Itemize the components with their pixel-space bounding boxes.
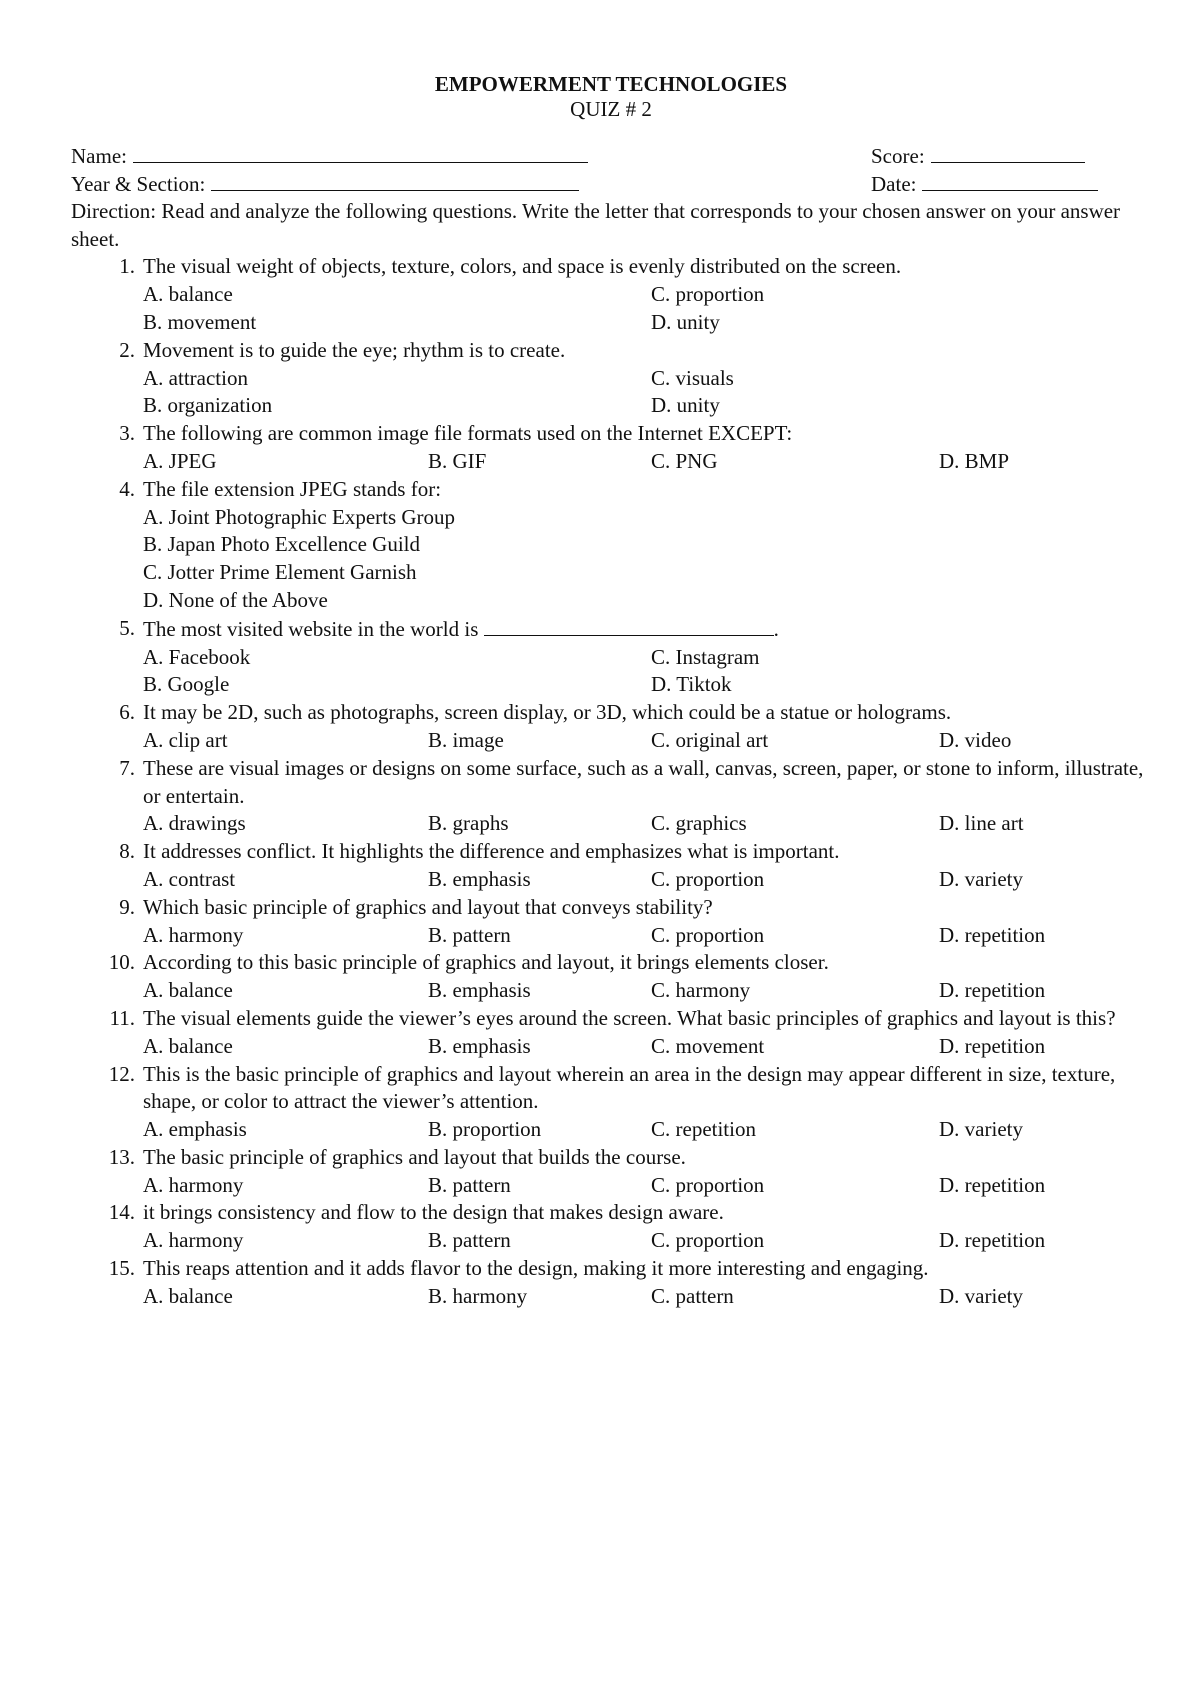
choices-12 (71, 1116, 1151, 1144)
question-14: 14. it brings consistency and flow to the design that makes design aware. (108, 1200, 724, 1225)
choice-3d: D. BMP (939, 448, 1010, 473)
choice-13a: A. harmony (143, 1172, 244, 1197)
question-7: 7. These are visual images or designs on some surface, such as a wall, canvas, screen, paper, or stone to inform, illustrate, or entertain. (119, 755, 1144, 808)
name-field[interactable] (133, 142, 588, 163)
choice-9a: A. harmony (143, 922, 244, 947)
choice-14b: B. pattern (428, 1228, 511, 1253)
question-5: 5. The most visited website in the world is . (119, 615, 779, 641)
choice-5a: A. Facebook (143, 644, 251, 669)
choice-10a: A. balance (143, 978, 233, 1003)
question-10: 10. According to this basic principle of graphics and layout, it brings elements closer. (108, 950, 829, 975)
choices-7 (71, 810, 1151, 838)
choices-3 (71, 448, 1151, 476)
choice-1a: A. balance (143, 282, 233, 307)
question-15: 15. This reaps attention and it adds flavor to the design, making it more interesting and engaging. (108, 1256, 929, 1281)
year-section-field[interactable] (211, 170, 579, 191)
choice-4b: B. Japan Photo Excellence Guild (143, 532, 421, 557)
question-8: 8. It addresses conflict. It highlights the difference and emphasizes what is important. (119, 839, 840, 864)
choice-9c: C. proportion (651, 922, 765, 947)
choice-15c: C. pattern (651, 1283, 734, 1308)
choice-9d: D. repetition (939, 922, 1046, 947)
choice-11c: C. movement (651, 1033, 765, 1058)
choice-2b: B. organization (143, 393, 273, 418)
choice-14a: A. harmony (143, 1228, 244, 1253)
choice-3a: A. JPEG (143, 448, 217, 473)
choice-8c: C. proportion (651, 866, 765, 891)
choice-10c: C. harmony (651, 978, 751, 1003)
choice-14d: D. repetition (939, 1228, 1046, 1253)
quiz-page (71, 72, 1151, 1311)
choice-5b: B. Google (143, 672, 230, 697)
question-13: 13. The basic principle of graphics and layout that builds the course. (108, 1144, 686, 1169)
choice-5d: D. Tiktok (651, 672, 732, 697)
choice-1c: C. proportion (651, 282, 765, 307)
choices-6 (71, 727, 1151, 755)
choices-14 (71, 1227, 1151, 1255)
question-9: 9. Which basic principle of graphics and layout that conveys stability? (119, 894, 713, 919)
question-11: 11. The visual elements guide the viewer’s eyes around the screen. What basic principles of graphics and layout is this? (109, 1005, 1116, 1030)
answer-blank (484, 615, 774, 636)
choices-15 (71, 1283, 1151, 1311)
choice-7d: D. line art (939, 811, 1024, 836)
name-label: Name: (71, 143, 127, 168)
choice-10b: B. emphasis (428, 978, 531, 1003)
choices-2-row-2 (71, 392, 1151, 420)
choice-11b: B. emphasis (428, 1033, 531, 1058)
choice-7a: A. drawings (143, 811, 246, 836)
choice-15d: D. variety (939, 1283, 1023, 1308)
choices-5-row-1 (71, 644, 1151, 672)
choice-15a: A. balance (143, 1283, 233, 1308)
choice-6d: D. video (939, 727, 1012, 752)
choice-2a: A. attraction (143, 365, 248, 390)
direction-text: Direction: Read and analyze the following questions. Write the letter that corresponds to your chosen answer on your answer sheet. (71, 198, 1121, 251)
question-1: 1. The visual weight of objects, texture, colors, and space is evenly distributed on the screen. (119, 254, 902, 279)
question-3: 3. The following are common image file formats used on the Internet EXCEPT: (119, 421, 793, 446)
question-12: 12. This is the basic principle of graphics and layout wherein an area in the design may appear different in size, texture, shape, or color to attract the viewer’s attention. (108, 1061, 1116, 1114)
quiz-number: QUIZ # 2 (570, 97, 652, 121)
choices-1-row-1 (71, 281, 1151, 309)
choices-1-row-2 (71, 309, 1151, 337)
choice-3b: B. GIF (428, 448, 487, 473)
choice-12d: D. variety (939, 1117, 1023, 1142)
question-6: 6. It may be 2D, such as photographs, screen display, or 3D, which could be a statue or holograms. (119, 700, 952, 725)
choice-10d: D. repetition (939, 978, 1046, 1003)
choices-13 (71, 1172, 1151, 1200)
choices-4 (71, 504, 1151, 615)
choice-12a: A. emphasis (143, 1117, 247, 1142)
choice-2d: D. unity (651, 393, 720, 418)
choice-8d: D. variety (939, 866, 1023, 891)
choice-6b: B. image (428, 727, 504, 752)
choice-7b: B. graphs (428, 811, 509, 836)
page-title: EMPOWERMENT TECHNOLOGIES (434, 72, 788, 96)
choice-1d: D. unity (651, 309, 720, 334)
question-4: 4. The file extension JPEG stands for: (119, 476, 442, 501)
choice-12b: B. proportion (428, 1117, 542, 1142)
choice-9b: B. pattern (428, 922, 511, 947)
choice-4a: A. Joint Photographic Experts Group (143, 504, 456, 529)
name-score-row (71, 142, 1151, 170)
choice-14c: C. proportion (651, 1228, 765, 1253)
year-date-row (71, 170, 1151, 198)
choice-3c: C. PNG (651, 448, 718, 473)
date-label: Date: (871, 171, 917, 196)
choice-6c: C. original art (651, 727, 769, 752)
choice-13d: D. repetition (939, 1172, 1046, 1197)
choices-11 (71, 1033, 1151, 1061)
question-2: 2. Movement is to guide the eye; rhythm is to create. (119, 337, 566, 362)
choice-4d: D. None of the Above (143, 587, 328, 612)
choice-6a: A. clip art (143, 727, 228, 752)
choices-2-row-1 (71, 365, 1151, 393)
choices-5-row-2 (71, 671, 1151, 699)
choice-12c: C. repetition (651, 1117, 756, 1142)
choice-1b: B. movement (143, 309, 257, 334)
choice-4c: C. Jotter Prime Element Garnish (143, 560, 417, 585)
choices-10 (71, 977, 1151, 1005)
choice-11d: D. repetition (939, 1033, 1046, 1058)
choice-7c: C. graphics (651, 811, 747, 836)
choice-15b: B. harmony (428, 1283, 528, 1308)
choice-2c: C. visuals (651, 365, 734, 390)
choices-9 (71, 922, 1151, 950)
choice-5c: C. Instagram (651, 644, 760, 669)
year-section-label: Year & Section: (71, 171, 206, 196)
choice-13c: C. proportion (651, 1172, 765, 1197)
choice-13b: B. pattern (428, 1172, 511, 1197)
date-field[interactable] (922, 170, 1098, 191)
score-field[interactable] (931, 142, 1085, 163)
choice-11a: A. balance (143, 1033, 233, 1058)
choice-8a: A. contrast (143, 866, 236, 891)
choice-8b: B. emphasis (428, 866, 531, 891)
choices-8 (71, 866, 1151, 894)
score-label: Score: (871, 143, 925, 168)
